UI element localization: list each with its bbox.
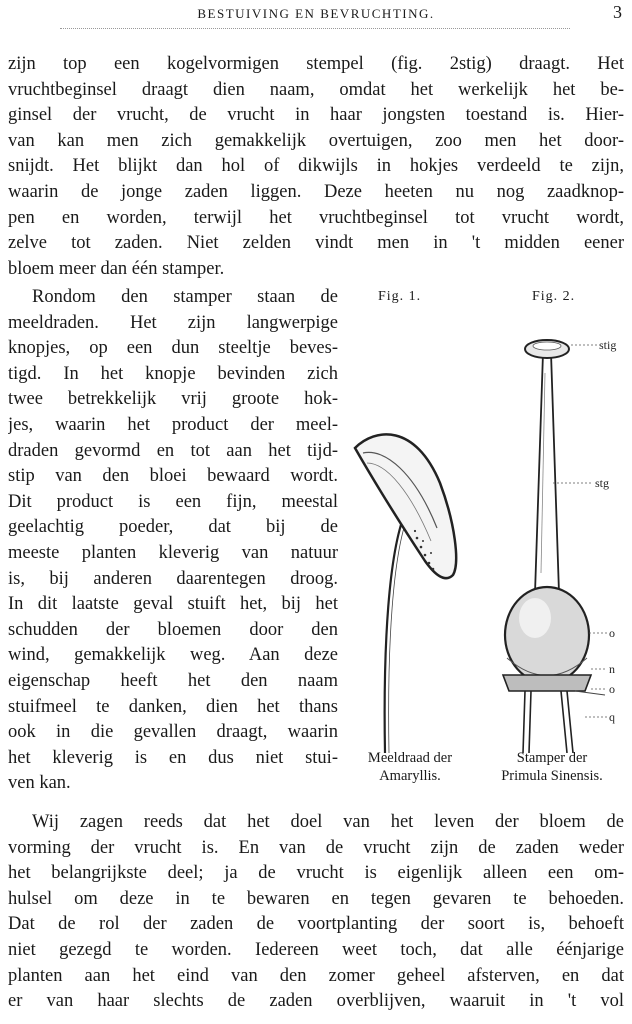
text-line: het belangrijkste deel; ja de vrucht is eigenlijk alleen een om- bbox=[8, 863, 624, 884]
botanical-illustration bbox=[345, 313, 632, 753]
header-rule bbox=[60, 28, 570, 29]
caption-line: Stamper der bbox=[516, 750, 588, 766]
text-line: meeldraden. Het zijn langwerpige bbox=[8, 312, 338, 333]
pistil-illustration bbox=[503, 338, 616, 753]
text-line: tigd. In het knopje bevinden zich bbox=[8, 363, 338, 384]
label-q: q bbox=[609, 710, 615, 724]
fig-2-label: Fig. 2. bbox=[532, 289, 576, 304]
paragraph-1 bbox=[8, 52, 624, 282]
text-line: geelachtig poeder, dat bij de bbox=[8, 517, 338, 538]
running-title: BESTUIVING EN BEVRUCHTING. bbox=[197, 6, 435, 21]
text-line: draden gevormd en tot aan het tijd- bbox=[8, 440, 338, 461]
fig-1-label: Fig. 1. bbox=[378, 289, 422, 304]
caption-line: Primula Sinensis. bbox=[501, 768, 603, 784]
text-line: bloem meer dan één stamper. bbox=[8, 258, 225, 279]
text-line: Wij zagen reeds dat het doel van het leven der bloem de bbox=[32, 812, 624, 832]
text-line: waarin de jonge zaden liggen. Deze heeten nu nog zaadknop- bbox=[8, 181, 624, 202]
text-line: stuifmeel te danken, dien het thans bbox=[8, 696, 338, 717]
text-line: In dit laatste geval stuift het, bij het bbox=[8, 594, 338, 615]
fig-1-caption bbox=[345, 749, 475, 785]
text-line: pen en worden, terwijl het vruchtbeginsel tot vrucht wordt, bbox=[8, 207, 624, 228]
text-line: Rondom den stamper staan de bbox=[32, 287, 338, 307]
text-line: Dat de rol der zaden de voortplanting der soort is, behoeft bbox=[8, 914, 624, 935]
page-number: 3 bbox=[613, 2, 622, 22]
anther-illustration bbox=[355, 434, 456, 753]
text-line: van kan men zich gemakkelijk overtuigen, zoo men het door- bbox=[8, 130, 624, 151]
figure-area bbox=[345, 285, 632, 795]
fig-2-caption bbox=[477, 749, 627, 785]
text-line: jes, waarin het product der meel- bbox=[8, 414, 338, 435]
text-line: vorming der vrucht is. En van de vrucht zijn de zaden weder bbox=[8, 837, 624, 858]
text-line: ginsel der vrucht, de vrucht in haar jongsten toestand is. Hier- bbox=[8, 105, 624, 126]
label-n: n bbox=[609, 662, 615, 676]
text-line: zelve tot zaden. Niet zelden vindt men in 't midden eener bbox=[8, 233, 624, 254]
text-line: vruchtbeginsel draagt dien naam, omdat het werkelijk het be- bbox=[8, 79, 624, 100]
text-line: het kleverig is en dus niet stui- bbox=[8, 747, 338, 768]
paragraph-2 bbox=[8, 285, 338, 797]
label-stg: stg bbox=[595, 476, 610, 490]
text-line: er van haar slechts de zaden overblijven, waaruit in 't vol bbox=[8, 991, 624, 1012]
text-line: niet gezegd te worden. Iedereen weet toch, dat alle éénjarige bbox=[8, 939, 624, 960]
text-line: eigenschap heeft het den naam bbox=[8, 670, 338, 691]
text-line: ook in die gevallen draagt, waarin bbox=[8, 722, 338, 743]
text-line: knopjes, op een dun steeltje beves- bbox=[8, 338, 338, 359]
text-line: ven kan. bbox=[8, 773, 71, 794]
caption-line: Amaryllis. bbox=[379, 768, 441, 784]
text-line: planten aan het eind van den zomer geheel afsterven, en dat bbox=[8, 965, 624, 986]
text-line: is, bij anderen daarentegen droog. bbox=[8, 568, 338, 589]
label-o-1: o bbox=[609, 626, 615, 640]
paragraph-3 bbox=[8, 810, 624, 1015]
text-line: hulsel om deze in te bewaren en tegen gevaren te behoeden. bbox=[8, 888, 624, 909]
running-head bbox=[0, 2, 632, 24]
text-line: meeste planten kleverig van natuur bbox=[8, 542, 338, 563]
text-line: Dit product is een fijn, meestal bbox=[8, 491, 338, 512]
caption-line: Meeldraad der bbox=[367, 750, 453, 766]
text-line: snijdt. Het blijkt dan hol of dikwijls in hokjes verdeeld te zijn, bbox=[8, 156, 624, 177]
label-stig: stig bbox=[599, 338, 617, 352]
text-line: twee betrekkelijk vrij groote hok- bbox=[8, 389, 338, 410]
text-line: wind, gemakkelijk weg. Aan deze bbox=[8, 645, 338, 666]
text-line: stip van den bloei bewaard wordt. bbox=[8, 466, 338, 487]
label-o-2: o bbox=[609, 682, 615, 696]
text-line: zijn top een kogelvormigen stempel (fig. 2stig) draagt. Het bbox=[8, 54, 624, 74]
text-line: schudden der bloemen door den bbox=[8, 619, 338, 640]
